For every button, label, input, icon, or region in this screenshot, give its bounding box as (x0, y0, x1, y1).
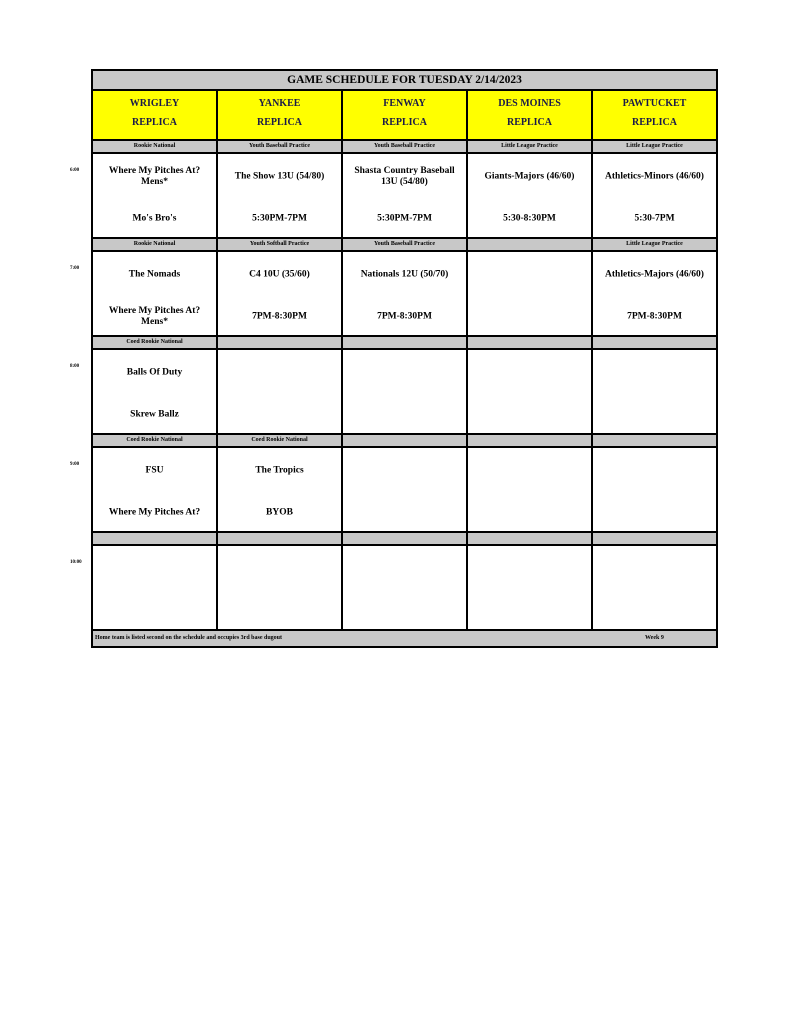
division-label (216, 533, 341, 544)
field-name: YANKEE (258, 98, 301, 109)
division-label: Little League Practice (591, 239, 716, 250)
game-line-2: 5:30-8:30PM (503, 213, 556, 224)
time-label-8pm: 8:00 (70, 364, 80, 369)
game-cell (93, 252, 216, 335)
game-line-2: Where My Pitches At? (108, 507, 201, 518)
game-cell (341, 448, 466, 531)
division-label: Little League Practice (591, 141, 716, 152)
game-line-2: 7PM-8:30PM (627, 311, 682, 322)
division-row (93, 533, 716, 546)
division-label (341, 533, 466, 544)
division-label (341, 337, 466, 348)
game-cell (466, 252, 591, 335)
field-header (341, 91, 466, 139)
game-cell (466, 154, 591, 237)
week-label: Week 9 (645, 635, 664, 641)
game-line-2: 7PM-8:30PM (377, 311, 432, 322)
division-label: Coed Rookie National (126, 437, 183, 443)
game-cell (466, 350, 591, 433)
field-name: PAWTUCKET (622, 98, 687, 109)
game-line-2: Where My Pitches At? Mens* (108, 306, 201, 327)
game-line-1: Athletics-Majors (46/60) (605, 269, 704, 280)
division-label: Youth Baseball Practice (216, 141, 341, 152)
game-line-1: Where My Pitches At? Mens* (108, 166, 201, 187)
time-slots (93, 141, 716, 631)
game-line-1: The Tropics (255, 465, 304, 476)
field-header-row (93, 91, 716, 141)
division-label (341, 435, 466, 446)
time-label-7pm: 7:00 (70, 266, 80, 271)
division-label: Coed Rookie National (216, 435, 341, 446)
field-header (93, 91, 216, 139)
division-row (93, 141, 716, 154)
game-cell (216, 252, 341, 335)
division-label: Youth Baseball Practice (341, 239, 466, 250)
field-name: FENWAY (383, 98, 426, 109)
division-label: Little League Practice (466, 141, 591, 152)
division-label (591, 435, 716, 446)
field-header (591, 91, 716, 139)
game-cell (93, 154, 216, 237)
division-label: Youth Softball Practice (216, 239, 341, 250)
game-cell (93, 350, 216, 433)
division-label (466, 239, 591, 250)
home-team-note: Home team is listed second on the schedule and occupies 3rd base dugout (95, 635, 283, 641)
game-line-2: Mo's Bro's (132, 213, 177, 224)
division-label (93, 533, 216, 544)
field-header (466, 91, 591, 139)
game-cell (466, 448, 591, 531)
game-line-2: 5:30PM-7PM (252, 213, 307, 224)
field-type: REPLICA (631, 117, 677, 128)
division-label (466, 337, 591, 348)
game-cell (591, 350, 716, 433)
division-label: Coed Rookie National (126, 339, 183, 345)
game-cell (216, 546, 341, 629)
schedule-title: GAME SCHEDULE FOR TUESDAY 2/14/2023 (93, 71, 716, 91)
time-label-9pm: 9:00 (70, 462, 80, 467)
division-row (93, 239, 716, 252)
schedule-sheet (91, 69, 718, 648)
division-row (93, 435, 716, 448)
game-cell (341, 154, 466, 237)
field-type: REPLICA (381, 117, 427, 128)
game-line-1: C4 10U (35/60) (249, 269, 310, 280)
field-type: REPLICA (506, 117, 552, 128)
game-cell (591, 252, 716, 335)
game-line-1: Athletics-Minors (46/60) (605, 171, 704, 182)
game-line-1: Nationals 12U (50/70) (360, 269, 449, 280)
game-cell (216, 448, 341, 531)
division-label (591, 533, 716, 544)
game-cell (466, 546, 591, 629)
time-label-6pm: 6:00 (70, 168, 80, 173)
division-label (591, 337, 716, 348)
schedule-footer (93, 631, 716, 646)
game-line-2: BYOB (266, 507, 293, 518)
game-cell (216, 154, 341, 237)
game-line-2: 5:30-7PM (634, 213, 675, 224)
field-type: REPLICA (256, 117, 302, 128)
game-cell (341, 350, 466, 433)
game-row (93, 350, 716, 435)
game-line-1: The Show 13U (54/80) (234, 171, 325, 182)
game-line-1: The Nomads (128, 269, 181, 280)
game-line-1: FSU (145, 465, 164, 476)
game-row (93, 448, 716, 533)
field-name: WRIGLEY (129, 98, 180, 109)
game-cell (591, 448, 716, 531)
game-line-2: 5:30PM-7PM (377, 213, 432, 224)
field-header (216, 91, 341, 139)
game-line-1: Giants-Majors (46/60) (484, 171, 575, 182)
game-cell (591, 546, 716, 629)
division-label (216, 337, 341, 348)
division-label (466, 435, 591, 446)
game-line-1: Shasta Country Baseball 13U (54/80) (354, 166, 455, 187)
division-label: Rookie National (133, 241, 176, 247)
division-label: Youth Baseball Practice (341, 141, 466, 152)
game-cell (216, 350, 341, 433)
division-row (93, 337, 716, 350)
game-row (93, 546, 716, 631)
game-cell (341, 252, 466, 335)
division-label: Rookie National (133, 143, 176, 149)
game-row (93, 252, 716, 337)
game-line-2: Skrew Ballz (130, 409, 179, 420)
game-cell (93, 546, 216, 629)
field-name: DES MOINES (498, 98, 561, 109)
game-line-1: Balls Of Duty (126, 367, 183, 378)
game-line-2: 7PM-8:30PM (252, 311, 307, 322)
game-cell (93, 448, 216, 531)
field-type: REPLICA (131, 117, 177, 128)
game-cell (591, 154, 716, 237)
game-row (93, 154, 716, 239)
time-label-10pm: 10:00 (70, 560, 82, 565)
game-cell (341, 546, 466, 629)
division-label (466, 533, 591, 544)
